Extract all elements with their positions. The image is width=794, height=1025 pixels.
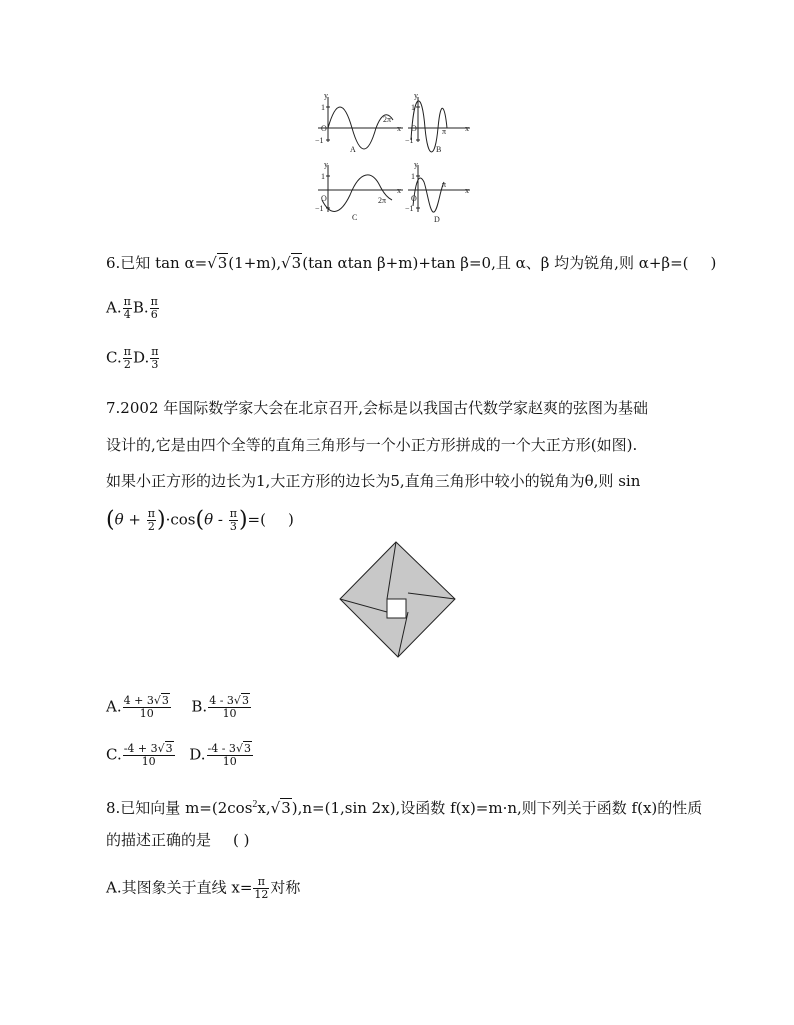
svg-text:1: 1 [411, 172, 415, 181]
q7-line3: 如果小正方形的边长为1,大正方形的边长为5,直角三角形中较小的锐角为θ,则 sin [106, 472, 641, 490]
inner-square [387, 599, 406, 618]
svg-text:x: x [465, 124, 469, 133]
graph-b-y-label: y [414, 91, 418, 100]
svg-text:O: O [321, 194, 327, 203]
graph-a-y-label: y [324, 91, 328, 100]
svg-text:−1: −1 [315, 204, 324, 213]
svg-text:1: 1 [321, 103, 325, 112]
svg-text:−1: −1 [405, 204, 414, 213]
svg-text:1: 1 [411, 103, 415, 112]
svg-text:O: O [321, 124, 327, 133]
zhao-shuang-diagram [338, 540, 458, 660]
q7-line2: 设计的,它是由四个全等的直角三角形与一个小正方形拼成的一个大正方形(如图). [106, 436, 638, 454]
graph-c-y-label: y [324, 160, 328, 169]
function-graphs-figure [0, 88, 794, 228]
q8-line2: 的描述正确的是 ( ) [106, 831, 250, 849]
svg-text:2π: 2π [383, 115, 392, 124]
q6-options-cd: C. $\frac{\pi}{2}$ D. $\frac{\pi}{3}$ [106, 345, 159, 371]
graph-c-curve [322, 175, 392, 212]
q7-line1: 7.2002 年国际数学家大会在北京召开,会标是以我国古代数学家赵爽的弦图为基础 [106, 399, 649, 417]
q8-option-a: A.其图象关于直线 x= $\frac{\pi}{12}$ 对称 [106, 875, 301, 901]
svg-text:x: x [397, 124, 401, 133]
q7-formula: (θ + $\frac{\pi}{2}$ )·cos(θ - $\frac{\pi}{3}$ )=( ) [106, 507, 294, 533]
graph-label-b: B [436, 145, 442, 154]
svg-text:−1: −1 [405, 136, 414, 145]
svg-text:2π: 2π [378, 196, 387, 205]
q7-options-cd: C. $\frac{-4 + 3√3}{10}$ D. $\frac{-4 - 3√3}{10}$ [106, 742, 251, 768]
svg-text:π: π [442, 127, 447, 136]
q6-options-ab: A. $\frac{\pi}{4}$ B. $\frac{\pi}{6}$ [106, 295, 158, 321]
q7-options-ab: A. $\frac{4 + 3√3}{10}$ B. $\frac{4 - 3√3}{10}$ [106, 694, 249, 720]
svg-text:x: x [397, 186, 401, 195]
graph-label-c: C [352, 213, 358, 222]
graph-label-a: A [350, 145, 356, 154]
svg-text:1: 1 [321, 172, 325, 181]
svg-text:O: O [411, 124, 417, 133]
svg-text:π: π [442, 180, 447, 189]
svg-text:−1: −1 [315, 136, 324, 145]
q8-line1: 8.已知向量 $m=(2\cos^2x,√3),n=(1,\sin$ 2x),设函数 f(x)=m·n,则下列关于函数 f(x)的性质 [106, 799, 703, 817]
svg-text:O: O [411, 194, 417, 203]
q6-stem: 6.已知 tan α=√3(1+m),√3(tan αtan β+m)+tan β=0,且 α、β 均为锐角,则 α+β=( ) [106, 254, 717, 272]
svg-text:x: x [465, 186, 469, 195]
graph-label-d: D [434, 215, 440, 224]
graph-d-y-label: y [414, 160, 418, 169]
